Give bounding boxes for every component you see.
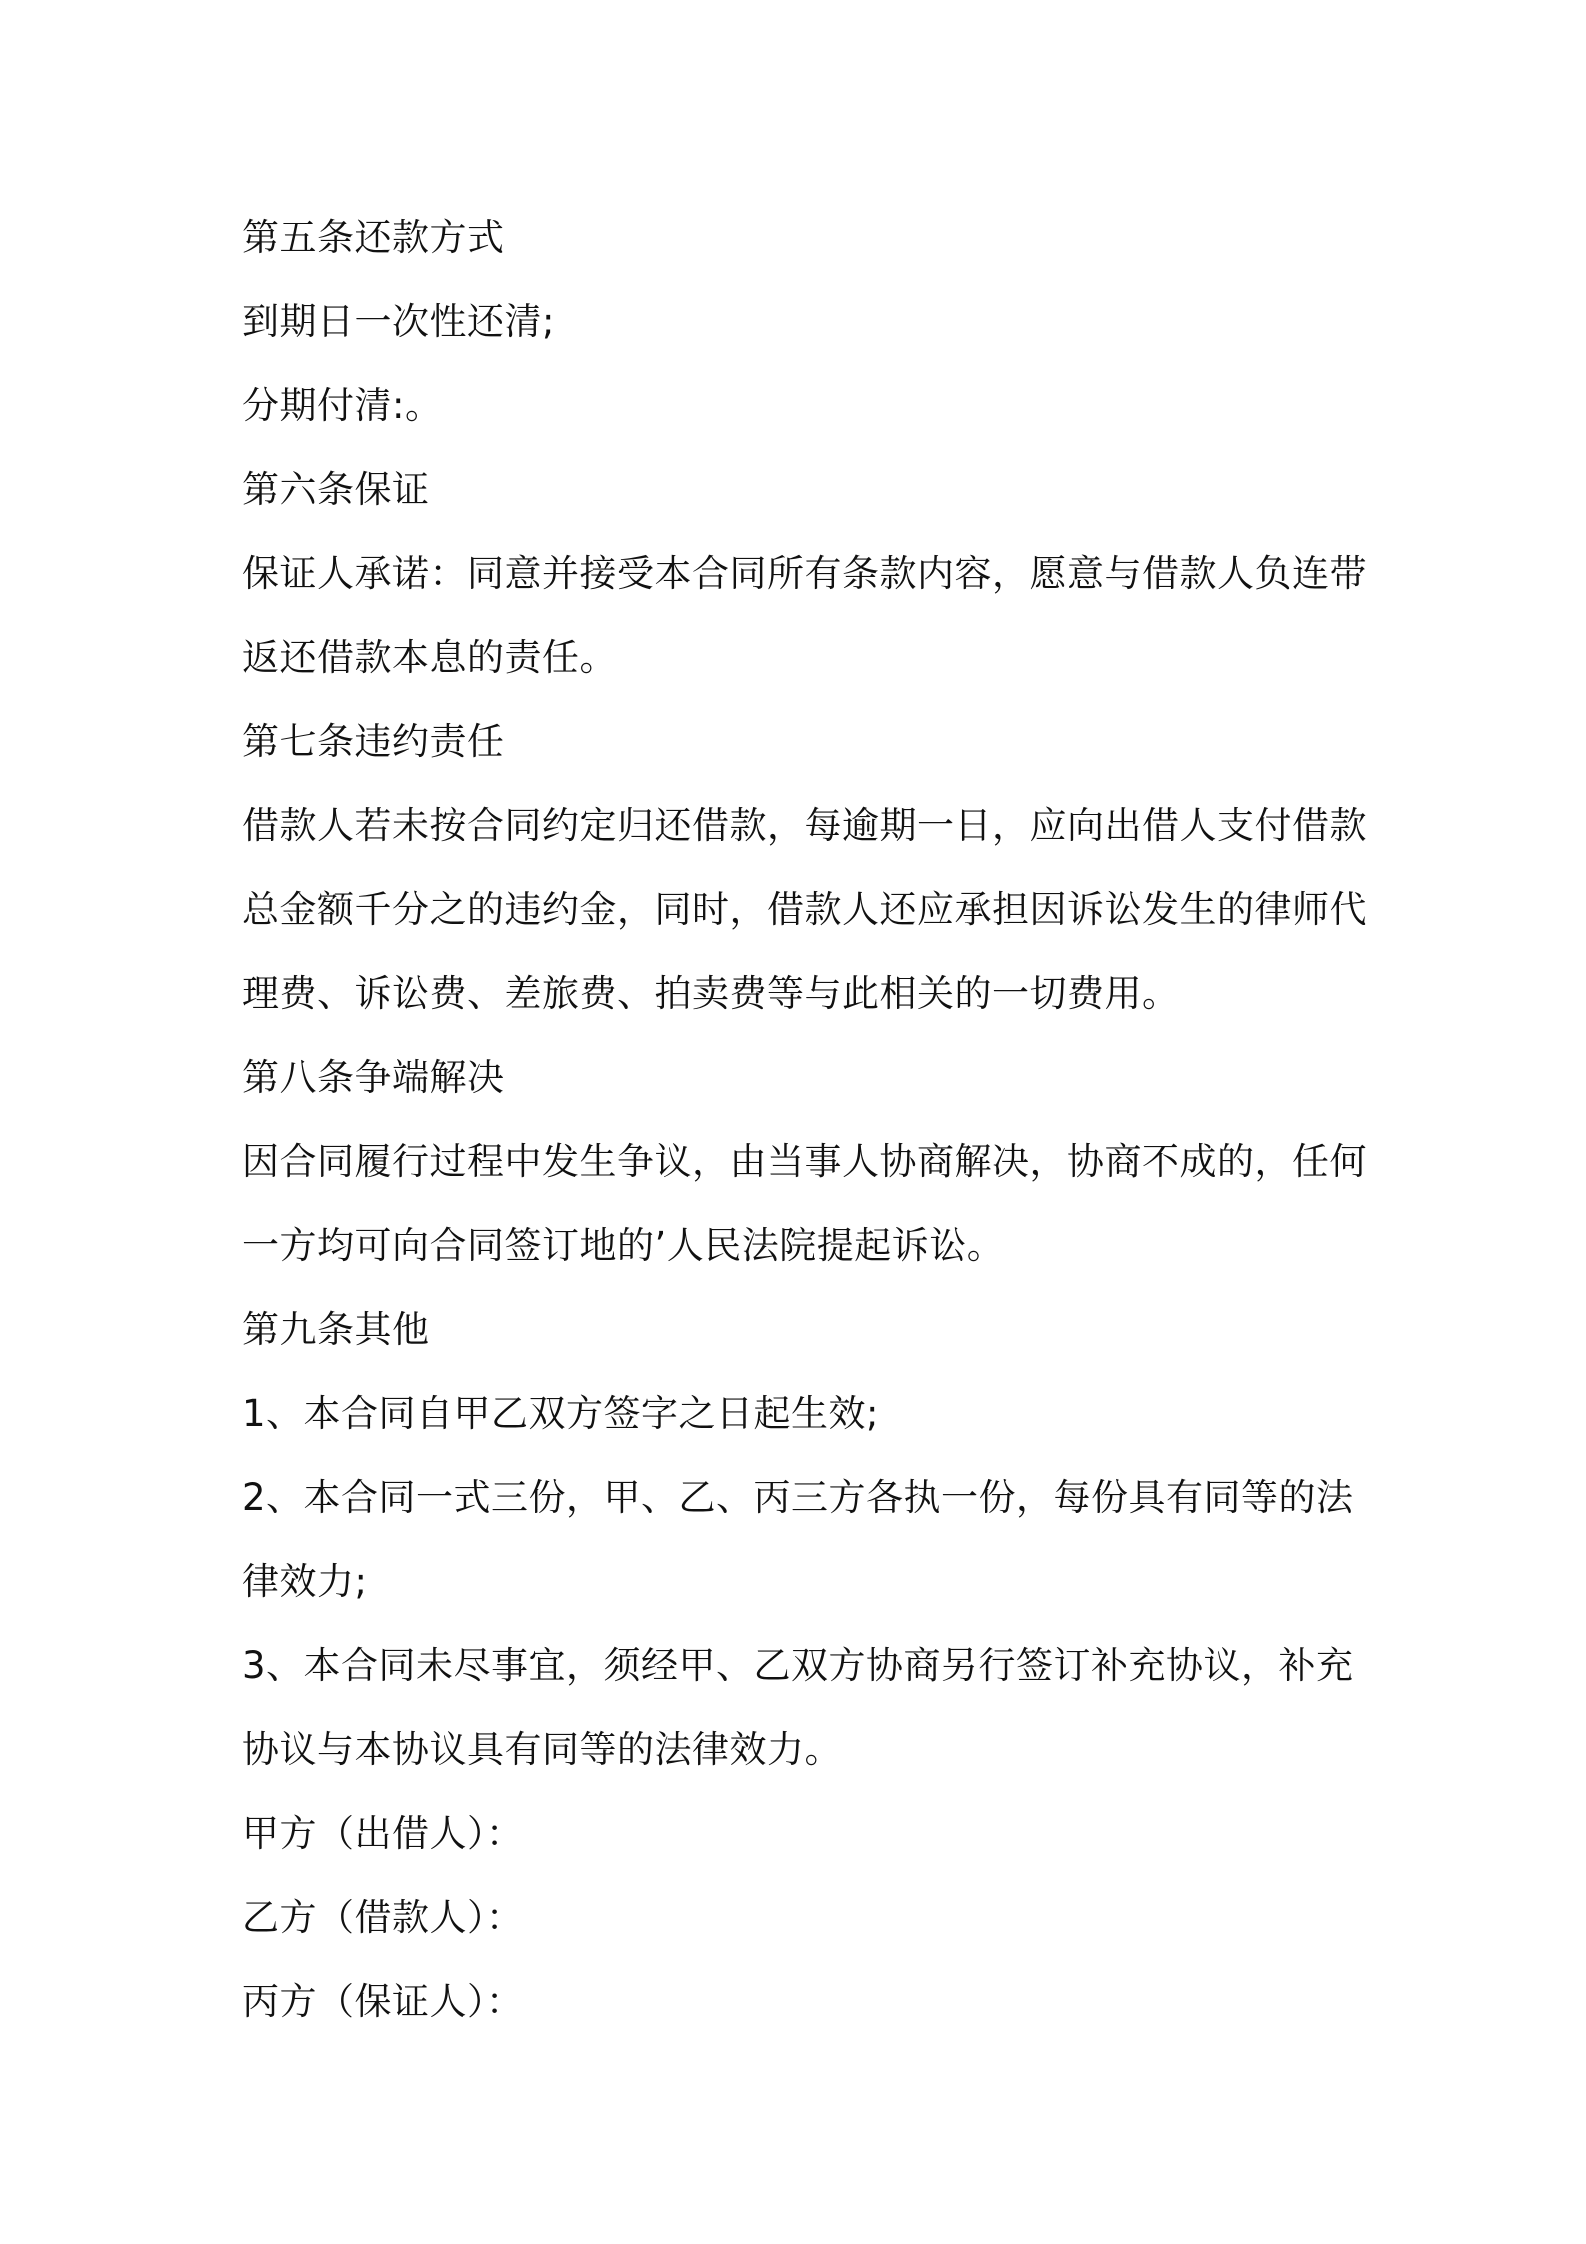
signature-party-b: 乙方（借款人）： (242, 1896, 524, 1939)
article-6-heading: 第六条保证 (242, 468, 430, 511)
article-9-item-3-line-1: 3、本合同未尽事宜，须经甲、乙双方协商另行签订补充协议，补充 (242, 1644, 1354, 1687)
article-9-item-1: 1、本合同自甲乙双方签字之日起生效; (242, 1392, 880, 1435)
signature-party-a: 甲方（出借人）： (242, 1812, 524, 1855)
article-7-text-line-3: 理费、诉讼费、差旅费、拍卖费等与此相关的一切费用。 (242, 972, 1180, 1015)
article-7-text-line-2: 总金额千分之的违约金，同时，借款人还应承担因诉讼发生的律师代 (242, 888, 1367, 931)
article-7-text-line-1: 借款人若未按合同约定归还借款，每逾期一日，应向出借人支付借款 (242, 804, 1367, 847)
article-6-text-line-2: 返还借款本息的责任。 (242, 636, 617, 679)
article-7-heading: 第七条违约责任 (242, 720, 505, 763)
article-8-text-line-1: 因合同履行过程中发生争议，由当事人协商解决，协商不成的，任何 (242, 1140, 1367, 1183)
document-body (242, 196, 1367, 2044)
article-5-item-lump-sum: 到期日一次性还清; (242, 300, 555, 343)
article-8-heading: 第八条争端解决 (242, 1056, 505, 1099)
article-9-item-2-line-2: 律效力; (242, 1560, 368, 1603)
signature-party-c: 丙方（保证人）： (242, 1980, 524, 2023)
article-6-text-line-1: 保证人承诺：同意并接受本合同所有条款内容，愿意与借款人负连带 (242, 552, 1367, 595)
article-5-item-installment: 分期付清:。 (242, 384, 443, 427)
article-9-item-3-line-2: 协议与本协议具有同等的法律效力。 (242, 1728, 842, 1771)
article-8-text-line-2: 一方均可向合同签订地的’人民法院提起诉讼。 (242, 1224, 1005, 1267)
article-9-heading: 第九条其他 (242, 1308, 430, 1351)
article-5-heading: 第五条还款方式 (242, 216, 505, 259)
article-9-item-2-line-1: 2、本合同一式三份，甲、乙、丙三方各执一份，每份具有同等的法 (242, 1476, 1354, 1519)
